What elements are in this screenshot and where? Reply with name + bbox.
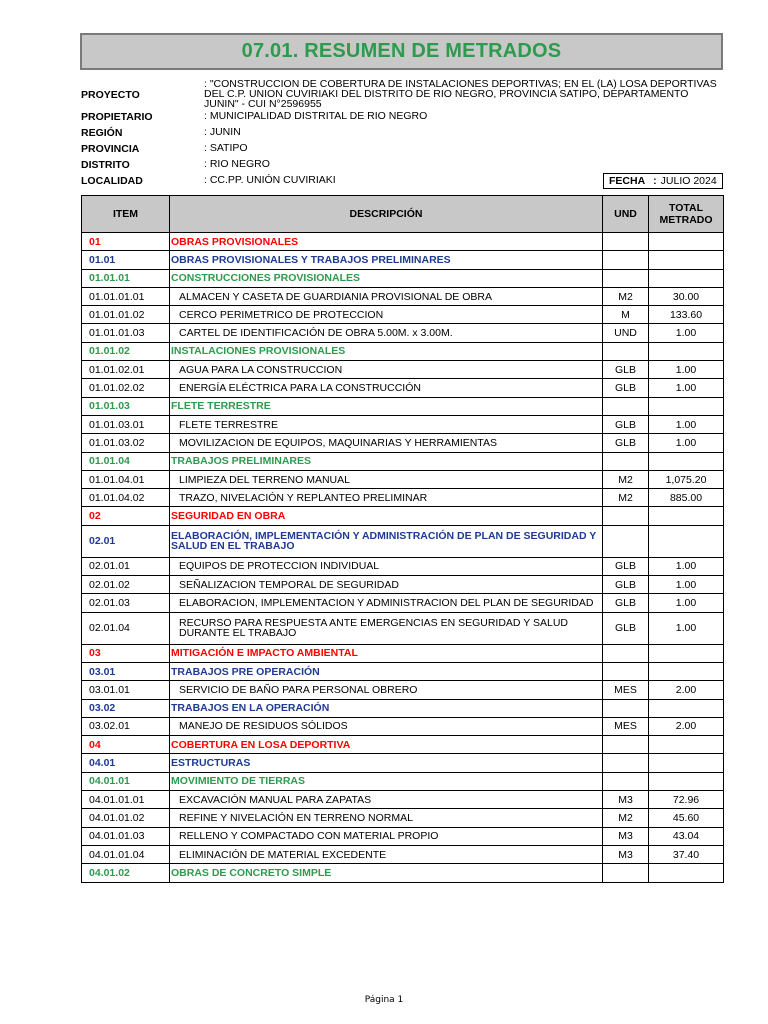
cell-und [603, 233, 649, 251]
header-descripcion: DESCRIPCIÓN [170, 196, 603, 233]
cell-descripcion: SEÑALIZACION TEMPORAL DE SEGURIDAD [170, 576, 603, 594]
table-row [82, 470, 724, 488]
cell-descripcion: FLETE TERRESTRE [170, 415, 603, 433]
cell-total: 72.96 [649, 791, 724, 809]
cell-und [603, 251, 649, 269]
cell-total: 30.00 [649, 287, 724, 305]
cell-item: 01.01.02.01 [82, 361, 170, 379]
cell-item: 04.01.02 [82, 864, 170, 882]
table-row [82, 233, 724, 251]
cell-item: 02.01.02 [82, 576, 170, 594]
cell-total: 1.00 [649, 434, 724, 452]
cell-descripcion: ELIMINACIÓN DE MATERIAL EXCEDENTE [170, 845, 603, 863]
fecha-label: FECHA [609, 175, 646, 187]
table-row [82, 699, 724, 717]
cell-und [603, 269, 649, 287]
cell-descripcion: EXCAVACIÓN MANUAL PARA ZAPATAS [170, 791, 603, 809]
header-und: UND [603, 196, 649, 233]
cell-und [603, 342, 649, 360]
cell-und: GLB [603, 612, 649, 644]
table-row [82, 576, 724, 594]
cell-total: 1.00 [649, 379, 724, 397]
cell-und: M3 [603, 827, 649, 845]
info-value: : SATIPO [204, 142, 248, 154]
cell-total [649, 754, 724, 772]
metrados-table [81, 195, 724, 883]
cell-item: 01.01.02.02 [82, 379, 170, 397]
cell-descripcion: CONSTRUCCIONES PROVISIONALES [170, 269, 603, 287]
cell-und [603, 644, 649, 662]
table-row [82, 452, 724, 470]
cell-total: 1.00 [649, 612, 724, 644]
cell-descripcion: ESTRUCTURAS [170, 754, 603, 772]
info-label: PROPIETARIO [81, 111, 153, 123]
table-row [82, 736, 724, 754]
cell-item: 01.01.04.01 [82, 470, 170, 488]
table-row [82, 845, 724, 863]
table-row [82, 754, 724, 772]
cell-total: 1.00 [649, 361, 724, 379]
cell-total [649, 699, 724, 717]
cell-item: 01.01.04.02 [82, 489, 170, 507]
cell-und [603, 452, 649, 470]
header-total-metrado: TOTAL METRADO [649, 196, 724, 233]
cell-total [649, 662, 724, 680]
cell-item: 01.01.02 [82, 342, 170, 360]
table-row [82, 434, 724, 452]
cell-item: 04.01.01.02 [82, 809, 170, 827]
cell-descripcion: REFINE Y NIVELACIÓN EN TERRENO NORMAL [170, 809, 603, 827]
cell-descripcion: ELABORACIÓN, IMPLEMENTACIÓN Y ADMINISTRACIÓN DE PLAN DE SEGURIDAD Y SALUD EN EL TRABAJO [170, 525, 603, 557]
cell-und: GLB [603, 576, 649, 594]
info-label: PROYECTO [81, 89, 140, 101]
cell-item: 01.01.01 [82, 269, 170, 287]
cell-item: 02.01.01 [82, 557, 170, 575]
info-label: PROVINCIA [81, 143, 140, 155]
table-row [82, 379, 724, 397]
cell-total: 885.00 [649, 489, 724, 507]
cell-descripcion: SERVICIO DE BAÑO PARA PERSONAL OBRERO [170, 681, 603, 699]
cell-descripcion: OBRAS DE CONCRETO SIMPLE [170, 864, 603, 882]
cell-descripcion: FLETE TERRESTRE [170, 397, 603, 415]
cell-item: 02.01.04 [82, 612, 170, 644]
table-row [82, 489, 724, 507]
cell-und: GLB [603, 594, 649, 612]
cell-descripcion: INSTALACIONES PROVISIONALES [170, 342, 603, 360]
table-row [82, 415, 724, 433]
cell-und [603, 864, 649, 882]
cell-und: M2 [603, 489, 649, 507]
cell-total [649, 864, 724, 882]
cell-total: 1.00 [649, 594, 724, 612]
table-row [82, 557, 724, 575]
cell-total: 43.04 [649, 827, 724, 845]
page-title: 07.01. RESUMEN DE METRADOS [241, 40, 562, 62]
cell-item: 01 [82, 233, 170, 251]
table-row [82, 397, 724, 415]
cell-und [603, 397, 649, 415]
cell-item: 01.01.01.02 [82, 306, 170, 324]
cell-item: 02.01 [82, 525, 170, 557]
table-row [82, 287, 724, 305]
cell-und: MES [603, 681, 649, 699]
cell-descripcion: ELABORACION, IMPLEMENTACION Y ADMINISTRACION DEL PLAN DE SEGURIDAD [170, 594, 603, 612]
cell-und [603, 662, 649, 680]
cell-und [603, 507, 649, 525]
cell-descripcion: RELLENO Y COMPACTADO CON MATERIAL PROPIO [170, 827, 603, 845]
cell-descripcion: AGUA PARA LA CONSTRUCCION [170, 361, 603, 379]
table-row [82, 644, 724, 662]
cell-descripcion: ALMACEN Y CASETA DE GUARDIANIA PROVISIONAL DE OBRA [170, 287, 603, 305]
cell-und: GLB [603, 415, 649, 433]
cell-descripcion: LIMPIEZA DEL TERRENO MANUAL [170, 470, 603, 488]
cell-total: 2.00 [649, 681, 724, 699]
cell-descripcion: CARTEL DE IDENTIFICACIÓN DE OBRA 5.00M. x 3.00M. [170, 324, 603, 342]
table-row [82, 342, 724, 360]
cell-und: GLB [603, 361, 649, 379]
cell-item: 01.01.03.01 [82, 415, 170, 433]
cell-item: 04.01.01 [82, 772, 170, 790]
cell-total [649, 269, 724, 287]
info-value: : "CONSTRUCCION DE COBERTURA DE INSTALACIONES DEPORTIVAS; EN EL (LA) LOSA DEPORTIVAS DEL C.P. UNION CUVIRIAKI DEL DISTRITO DE RIO NEGRO, PROVINCIA SATIPO, DEPARTAMENTO JUNIN" - CUI N°2596955 [204, 78, 717, 110]
cell-item: 01.01.03 [82, 397, 170, 415]
cell-descripcion: MOVIMIENTO DE TIERRAS [170, 772, 603, 790]
cell-item: 04.01.01.04 [82, 845, 170, 863]
cell-item: 04.01 [82, 754, 170, 772]
cell-und: M3 [603, 845, 649, 863]
cell-item: 04.01.01.03 [82, 827, 170, 845]
cell-item: 02.01.03 [82, 594, 170, 612]
cell-item: 01.01.04 [82, 452, 170, 470]
info-label: DISTRITO [81, 159, 130, 171]
cell-total [649, 736, 724, 754]
cell-und: GLB [603, 379, 649, 397]
cell-und: GLB [603, 557, 649, 575]
table-row [82, 269, 724, 287]
cell-total: 1.00 [649, 324, 724, 342]
cell-descripcion: MOVILIZACION DE EQUIPOS, MAQUINARIAS Y HERRAMIENTAS [170, 434, 603, 452]
cell-descripcion: ENERGÍA ELÉCTRICA PARA LA CONSTRUCCIÓN [170, 379, 603, 397]
cell-item: 02 [82, 507, 170, 525]
cell-und: UND [603, 324, 649, 342]
cell-total: 45.60 [649, 809, 724, 827]
cell-total [649, 233, 724, 251]
cell-und [603, 525, 649, 557]
cell-item: 03.01.01 [82, 681, 170, 699]
table-row [82, 717, 724, 735]
cell-total [649, 644, 724, 662]
cell-total: 1.00 [649, 557, 724, 575]
cell-total [649, 452, 724, 470]
table-row [82, 791, 724, 809]
cell-descripcion: MITIGACIÓN E IMPACTO AMBIENTAL [170, 644, 603, 662]
cell-total [649, 772, 724, 790]
table-row [82, 306, 724, 324]
cell-item: 03.02 [82, 699, 170, 717]
table-row [82, 864, 724, 882]
cell-descripcion: TRABAJOS PRELIMINARES [170, 452, 603, 470]
table-row [82, 662, 724, 680]
cell-item: 01.01.03.02 [82, 434, 170, 452]
cell-und: M2 [603, 470, 649, 488]
cell-und: M3 [603, 791, 649, 809]
cell-item: 01.01.01.03 [82, 324, 170, 342]
page-footer: Página 1 [364, 995, 404, 1005]
cell-total [649, 525, 724, 557]
title-banner [80, 33, 723, 70]
table-row [82, 251, 724, 269]
table-row [82, 594, 724, 612]
info-value: : MUNICIPALIDAD DISTRITAL DE RIO NEGRO [204, 110, 428, 122]
cell-total [649, 251, 724, 269]
cell-descripcion: COBERTURA EN LOSA DEPORTIVA [170, 736, 603, 754]
table-row [82, 361, 724, 379]
cell-item: 03 [82, 644, 170, 662]
cell-total: 1,075.20 [649, 470, 724, 488]
table-row [82, 772, 724, 790]
table-row [82, 525, 724, 557]
cell-und: M2 [603, 287, 649, 305]
info-label: REGIÓN [81, 127, 123, 139]
cell-descripcion: TRAZO, NIVELACIÓN Y REPLANTEO PRELIMINAR [170, 489, 603, 507]
cell-descripcion: TRABAJOS EN LA OPERACIÓN [170, 699, 603, 717]
cell-und: M2 [603, 809, 649, 827]
cell-item: 03.02.01 [82, 717, 170, 735]
cell-item: 04.01.01.01 [82, 791, 170, 809]
cell-total: 37.40 [649, 845, 724, 863]
cell-descripcion: OBRAS PROVISIONALES Y TRABAJOS PRELIMINARES [170, 251, 603, 269]
cell-und [603, 699, 649, 717]
fecha-value: JULIO 2024 [660, 175, 717, 187]
cell-total: 1.00 [649, 415, 724, 433]
cell-total [649, 342, 724, 360]
cell-descripcion: MANEJO DE RESIDUOS SÓLIDOS [170, 717, 603, 735]
cell-descripcion: EQUIPOS DE PROTECCION INDIVIDUAL [170, 557, 603, 575]
cell-und: M [603, 306, 649, 324]
table-row [82, 507, 724, 525]
table-row [82, 827, 724, 845]
table-row [82, 809, 724, 827]
cell-descripcion: RECURSO PARA RESPUESTA ANTE EMERGENCIAS EN SEGURIDAD Y SALUD DURANTE EL TRABAJO [170, 612, 603, 644]
cell-total: 1.00 [649, 576, 724, 594]
header-item: ITEM [82, 196, 170, 233]
info-value: : JUNIN [204, 126, 241, 138]
cell-und [603, 754, 649, 772]
cell-descripcion: CERCO PERIMETRICO DE PROTECCION [170, 306, 603, 324]
table-row [82, 681, 724, 699]
cell-und [603, 772, 649, 790]
info-value: : RIO NEGRO [204, 158, 270, 170]
cell-item: 01.01 [82, 251, 170, 269]
table-header-row [82, 196, 724, 233]
info-value: : CC.PP. UNIÓN CUVIRIAKI [204, 174, 336, 186]
cell-descripcion: OBRAS PROVISIONALES [170, 233, 603, 251]
table-row [82, 324, 724, 342]
cell-und: GLB [603, 434, 649, 452]
fecha-separator: : [653, 175, 657, 187]
cell-item: 03.01 [82, 662, 170, 680]
cell-descripcion: TRABAJOS PRE OPERACIÓN [170, 662, 603, 680]
cell-total [649, 507, 724, 525]
cell-descripcion: SEGURIDAD EN OBRA [170, 507, 603, 525]
table-row [82, 612, 724, 644]
cell-item: 04 [82, 736, 170, 754]
cell-total: 133.60 [649, 306, 724, 324]
cell-total: 2.00 [649, 717, 724, 735]
cell-item: 01.01.01.01 [82, 287, 170, 305]
cell-und: MES [603, 717, 649, 735]
table-body [82, 233, 724, 883]
fecha-box [603, 173, 723, 189]
info-label: LOCALIDAD [81, 175, 143, 187]
cell-und [603, 736, 649, 754]
cell-total [649, 397, 724, 415]
